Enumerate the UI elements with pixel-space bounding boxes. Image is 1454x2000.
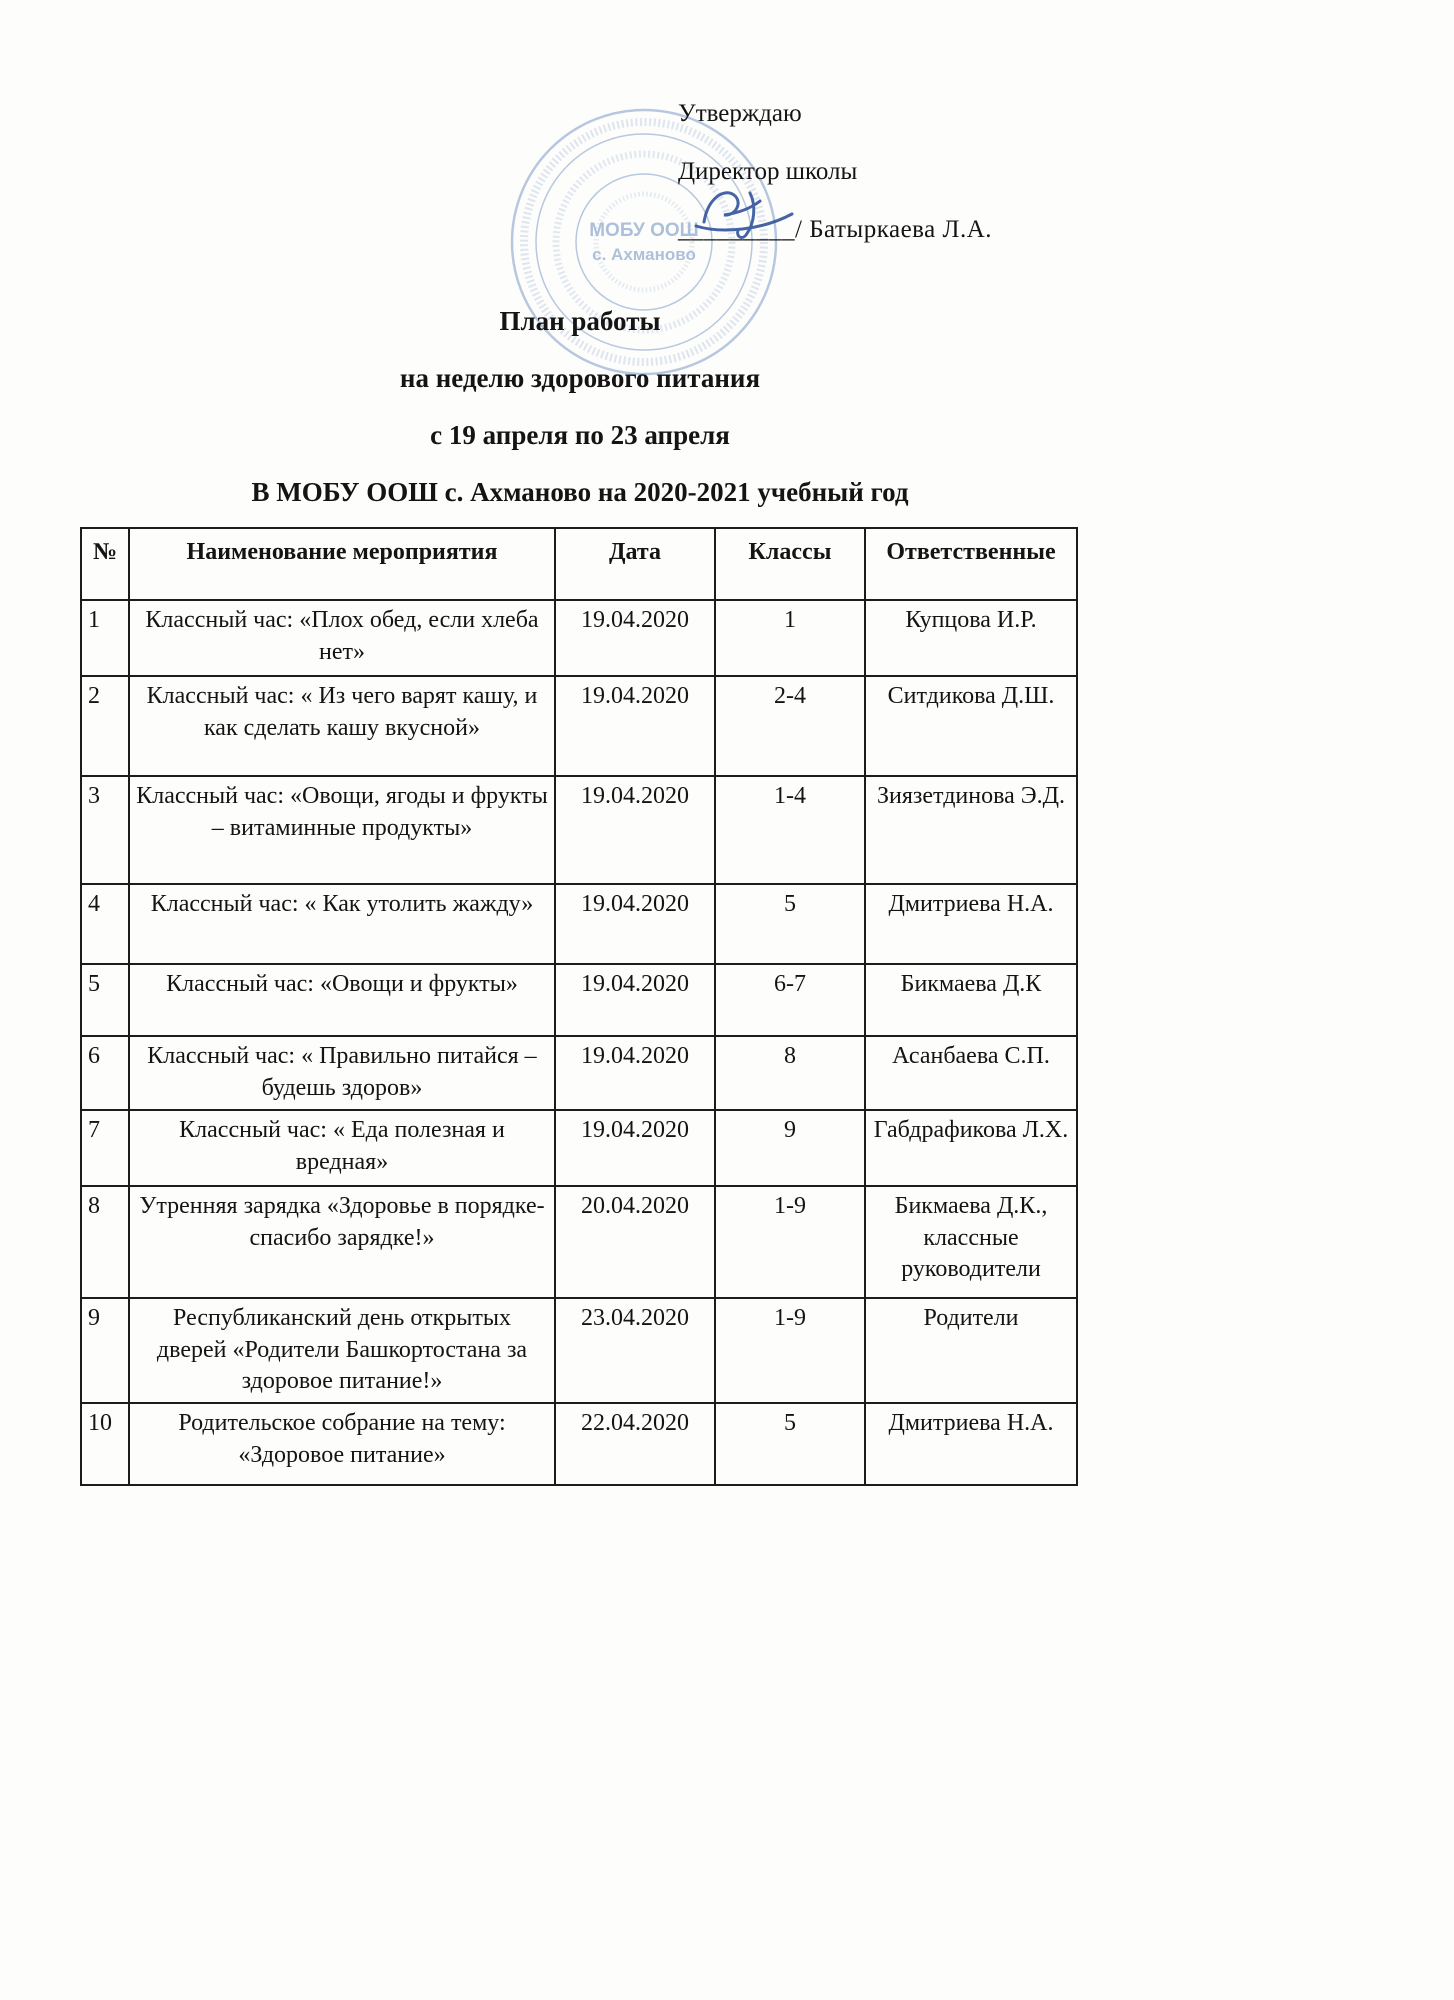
header-num: №: [81, 528, 129, 600]
table-row: [81, 1110, 1077, 1186]
table-row: [81, 1186, 1077, 1298]
table-row: [81, 600, 1077, 676]
date-cell: 19.04.2020: [555, 1110, 715, 1186]
date-cell: 20.04.2020: [555, 1186, 715, 1298]
date-cell: 22.04.2020: [555, 1403, 715, 1485]
table-row: [81, 676, 1077, 776]
classes-cell: 2-4: [715, 676, 865, 776]
title-line-4: В МОБУ ООШ с. Ахманово на 2020-2021 учебный год: [251, 477, 909, 507]
title-line-1: План работы: [499, 306, 661, 336]
row-num-cell: 7: [81, 1110, 129, 1186]
responsible-cell: Зиязетдинова Э.Д.: [865, 776, 1077, 884]
table-row: [81, 1403, 1077, 1485]
responsible-cell: Ситдикова Д.Ш.: [865, 676, 1077, 776]
header-event: Наименование мероприятия: [129, 528, 555, 600]
date-cell: 19.04.2020: [555, 600, 715, 676]
row-num-cell: 5: [81, 964, 129, 1036]
table-row: [81, 1298, 1077, 1403]
event-cell: Республиканский день открытых дверей «Родители Башкортостана за здоровое питание!»: [129, 1298, 555, 1403]
event-cell: Классный час: «Плох обед, если хлеба нет»: [129, 600, 555, 676]
event-cell: Утренняя зарядка «Здоровье в порядке-спасибо зарядке!»: [129, 1186, 555, 1298]
event-cell: Классный час: «Овощи, ягоды и фрукты – витаминные продукты»: [129, 776, 555, 884]
event-cell: Классный час: « Еда полезная и вредная»: [129, 1110, 555, 1186]
table-header-row: [81, 528, 1077, 600]
date-cell: 19.04.2020: [555, 676, 715, 776]
document-title-block: [80, 306, 1080, 534]
row-num-cell: 10: [81, 1403, 129, 1485]
row-num-cell: 3: [81, 776, 129, 884]
classes-cell: 5: [715, 884, 865, 964]
responsible-cell: Дмитриева Н.А.: [865, 884, 1077, 964]
row-num-cell: 2: [81, 676, 129, 776]
classes-cell: 1: [715, 600, 865, 676]
table-row: [81, 776, 1077, 884]
header-date: Дата: [555, 528, 715, 600]
classes-cell: 5: [715, 1403, 865, 1485]
row-num-cell: 8: [81, 1186, 129, 1298]
responsible-cell: Асанбаева С.П.: [865, 1036, 1077, 1110]
header-class: Классы: [715, 528, 865, 600]
title-line-3: с 19 апреля по 23 апреля: [430, 420, 730, 450]
responsible-cell: Бикмаева Д.К., классные руководители: [865, 1186, 1077, 1298]
event-cell: Родительское собрание на тему: «Здоровое питание»: [129, 1403, 555, 1485]
event-cell: Классный час: «Овощи и фрукты»: [129, 964, 555, 1036]
classes-cell: 1-9: [715, 1298, 865, 1403]
responsible-cell: Купцова И.Р.: [865, 600, 1077, 676]
date-cell: 19.04.2020: [555, 1036, 715, 1110]
row-num-cell: 6: [81, 1036, 129, 1110]
event-cell: Классный час: « Из чего варят кашу, и как сделать кашу вкусной»: [129, 676, 555, 776]
plan-table: [80, 527, 1078, 1486]
signature-line: _________/ Батыркаева Л.А.: [678, 215, 993, 243]
table-row: [81, 884, 1077, 964]
approve-label: Утверждаю: [678, 100, 802, 127]
header-resp: Ответственные: [865, 528, 1077, 600]
classes-cell: 8: [715, 1036, 865, 1110]
table-row: [81, 964, 1077, 1036]
responsible-cell: Дмитриева Н.А.: [865, 1403, 1077, 1485]
responsible-cell: Габдрафикова Л.Х.: [865, 1110, 1077, 1186]
event-cell: Классный час: « Как утолить жажду»: [129, 884, 555, 964]
classes-cell: 6-7: [715, 964, 865, 1036]
classes-cell: 1-9: [715, 1186, 865, 1298]
title-line-2: на неделю здорового питания: [399, 363, 761, 393]
director-label: Директор школы: [678, 157, 858, 185]
table-row: [81, 1036, 1077, 1110]
row-num-cell: 1: [81, 600, 129, 676]
date-cell: 19.04.2020: [555, 884, 715, 964]
responsible-cell: Родители: [865, 1298, 1077, 1403]
date-cell: 19.04.2020: [555, 776, 715, 884]
responsible-cell: Бикмаева Д.К: [865, 964, 1077, 1036]
stamp-org-place: с. Ахманово: [592, 245, 696, 264]
handwritten-signature-icon: [688, 180, 808, 250]
date-cell: 23.04.2020: [555, 1298, 715, 1403]
classes-cell: 1-4: [715, 776, 865, 884]
row-num-cell: 9: [81, 1298, 129, 1403]
date-cell: 19.04.2020: [555, 964, 715, 1036]
classes-cell: 9: [715, 1110, 865, 1186]
stamp-org-name: МОБУ ООШ: [589, 220, 699, 241]
event-cell: Классный час: « Правильно питайся – будешь здоров»: [129, 1036, 555, 1110]
row-num-cell: 4: [81, 884, 129, 964]
